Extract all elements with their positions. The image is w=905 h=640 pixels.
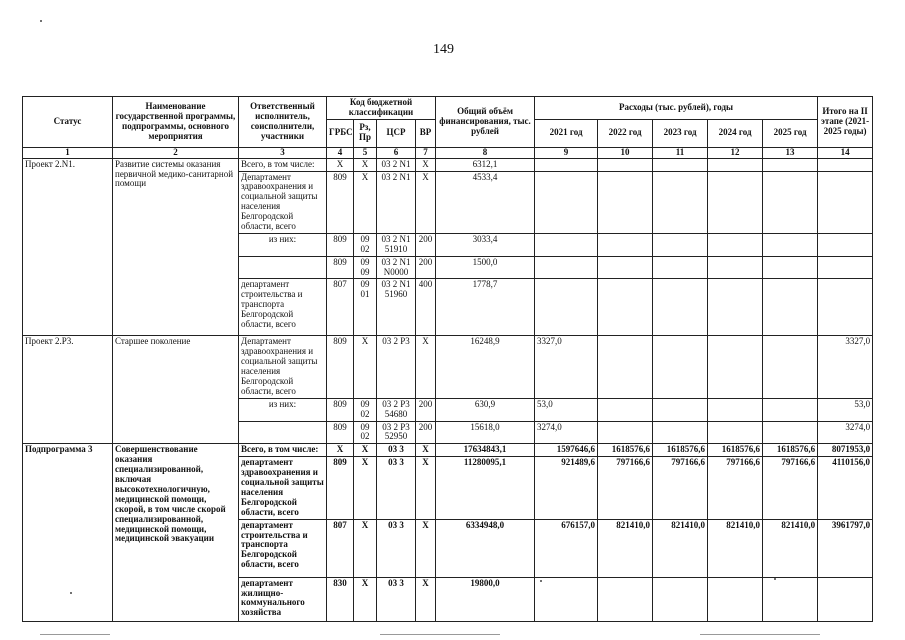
header-grbs: ГРБС	[327, 119, 354, 147]
stage-total-cell	[818, 256, 873, 279]
y2025-cell	[763, 336, 818, 398]
y2021-cell: 921489,6	[535, 457, 598, 519]
rzpr-cell: Х	[354, 577, 377, 621]
y2023-cell	[653, 171, 708, 233]
rzpr-cell: 09 02	[354, 233, 377, 256]
y2025-cell	[763, 233, 818, 256]
header-2024: 2024 год	[708, 119, 763, 147]
y2022-cell	[598, 398, 653, 421]
header-vr: ВР	[416, 119, 436, 147]
csr-cell: 03 2 N1 N0000	[377, 256, 416, 279]
rzpr-cell: 09 01	[354, 279, 377, 336]
grbs-cell: 809	[327, 171, 354, 233]
y2021-cell	[535, 577, 598, 621]
csr-cell: 03 2 N1	[377, 171, 416, 233]
vr-cell: Х	[416, 457, 436, 519]
stage-total-cell: 3327,0	[818, 336, 873, 398]
total-cell: 630,9	[436, 398, 535, 421]
y2023-cell	[653, 577, 708, 621]
vr-cell: Х	[416, 171, 436, 233]
rzpr-cell: Х	[354, 171, 377, 233]
header-2021: 2021 год	[535, 119, 598, 147]
grbs-cell: Х	[327, 444, 354, 457]
total-cell: 4533,4	[436, 171, 535, 233]
scan-speck	[774, 578, 776, 580]
rzpr-cell: Х	[354, 519, 377, 577]
y2022-cell	[598, 233, 653, 256]
total-cell: 3033,4	[436, 233, 535, 256]
executor-cell: из них:	[239, 398, 327, 421]
total-cell: 16248,9	[436, 336, 535, 398]
stage-total-cell: 4110156,0	[818, 457, 873, 519]
grbs-cell: 830	[327, 577, 354, 621]
y2021-cell	[535, 279, 598, 336]
y2021-cell: 3327,0	[535, 336, 598, 398]
csr-cell: 03 2 Р3 52950	[377, 421, 416, 444]
y2025-cell	[763, 421, 818, 444]
program-name-cell: Развитие системы оказания первичной медико-санитарной помощи	[113, 158, 239, 336]
y2023-cell	[653, 336, 708, 398]
csr-cell: 03 3	[377, 519, 416, 577]
rzpr-cell: 09 02	[354, 421, 377, 444]
executor-cell: департамент строительства и транспорта Белгородской области, всего	[239, 279, 327, 336]
total-cell: 17634843,1	[436, 444, 535, 457]
grbs-cell: 809	[327, 421, 354, 444]
y2021-cell: 676157,0	[535, 519, 598, 577]
column-index: 7	[416, 147, 436, 158]
vr-cell: 400	[416, 279, 436, 336]
stage-total-cell	[818, 233, 873, 256]
y2021-cell: 1597646,6	[535, 444, 598, 457]
y2024-cell	[708, 256, 763, 279]
column-index: 4	[327, 147, 354, 158]
stage-total-cell: 53,0	[818, 398, 873, 421]
footer-rule	[700, 634, 820, 635]
grbs-cell: 809	[327, 256, 354, 279]
program-name-cell: Совершенствование оказания специализированной, включая высокотехнологичную, медицинской помощи, скорой, в том числе скорой специализированной, медицинской помощи, медицинской эвакуации	[113, 444, 239, 621]
y2023-cell	[653, 256, 708, 279]
y2025-cell	[763, 398, 818, 421]
executor-cell: Всего, в том числе:	[239, 158, 327, 171]
vr-cell: Х	[416, 577, 436, 621]
y2023-cell	[653, 233, 708, 256]
column-index: 8	[436, 147, 535, 158]
stage-total-cell	[818, 279, 873, 336]
grbs-cell: Х	[327, 158, 354, 171]
vr-cell: 200	[416, 421, 436, 444]
column-index: 6	[377, 147, 416, 158]
y2022-cell	[598, 171, 653, 233]
y2025-cell	[763, 158, 818, 171]
y2023-cell	[653, 279, 708, 336]
total-cell: 11280095,1	[436, 457, 535, 519]
header-2022: 2022 год	[598, 119, 653, 147]
header-csr: ЦСР	[377, 119, 416, 147]
status-cell: Подпрограмма 3	[23, 444, 113, 621]
y2024-cell: 797166,6	[708, 457, 763, 519]
y2021-cell: 53,0	[535, 398, 598, 421]
csr-cell: 03 2 N1 51910	[377, 233, 416, 256]
executor-cell: Департамент здравоохранения и социальной защиты населения Белгородской области, всего	[239, 336, 327, 398]
rzpr-cell: Х	[354, 457, 377, 519]
footer-rule	[40, 634, 110, 635]
csr-cell: 03 3	[377, 577, 416, 621]
column-index: 5	[354, 147, 377, 158]
column-index: 12	[708, 147, 763, 158]
csr-cell: 03 2 Р3	[377, 336, 416, 398]
table-row	[23, 158, 873, 171]
y2024-cell	[708, 577, 763, 621]
column-index: 11	[653, 147, 708, 158]
y2023-cell	[653, 158, 708, 171]
y2022-cell	[598, 158, 653, 171]
stage-total-cell: 8071953,0	[818, 444, 873, 457]
csr-cell: 03 2 N1	[377, 158, 416, 171]
column-index: 10	[598, 147, 653, 158]
rzpr-cell: Х	[354, 158, 377, 171]
y2025-cell: 797166,6	[763, 457, 818, 519]
header-rzpr: Рз, Пр	[354, 119, 377, 147]
column-index: 9	[535, 147, 598, 158]
y2024-cell	[708, 233, 763, 256]
grbs-cell: 809	[327, 398, 354, 421]
total-cell: 19800,0	[436, 577, 535, 621]
column-index: 3	[239, 147, 327, 158]
y2025-cell	[763, 577, 818, 621]
executor-cell: департамент здравоохранения и социальной защиты населения Белгородской области, всего	[239, 457, 327, 519]
total-cell: 1778,7	[436, 279, 535, 336]
scan-speck	[70, 592, 72, 594]
stage-total-cell	[818, 158, 873, 171]
header-executor: Ответственный исполнитель, соисполнители, участники	[239, 97, 327, 148]
y2023-cell	[653, 398, 708, 421]
grbs-cell: 807	[327, 519, 354, 577]
y2021-cell	[535, 233, 598, 256]
executor-cell: департамент жилищно-коммунального хозяйства	[239, 577, 327, 621]
y2024-cell: 1618576,6	[708, 444, 763, 457]
y2025-cell: 1618576,6	[763, 444, 818, 457]
y2024-cell	[708, 171, 763, 233]
stage-total-cell	[818, 171, 873, 233]
y2025-cell	[763, 256, 818, 279]
budget-table	[22, 96, 873, 622]
executor-cell: Департамент здравоохранения и социальной защиты населения Белгородской области, всего	[239, 171, 327, 233]
grbs-cell: 809	[327, 233, 354, 256]
rzpr-cell: 09 09	[354, 256, 377, 279]
y2024-cell	[708, 336, 763, 398]
executor-cell	[239, 256, 327, 279]
status-cell: Проект 2.Р3.	[23, 336, 113, 444]
column-index: 13	[763, 147, 818, 158]
y2023-cell	[653, 421, 708, 444]
csr-cell: 03 3	[377, 444, 416, 457]
y2022-cell	[598, 256, 653, 279]
scan-speck	[540, 580, 542, 582]
y2023-cell: 1618576,6	[653, 444, 708, 457]
stage-total-cell: 3274,0	[818, 421, 873, 444]
total-cell: 15618,0	[436, 421, 535, 444]
header-2023: 2023 год	[653, 119, 708, 147]
y2022-cell	[598, 279, 653, 336]
executor-cell	[239, 421, 327, 444]
total-cell: 6312,1	[436, 158, 535, 171]
grbs-cell: 809	[327, 336, 354, 398]
executor-cell: департамент строительства и транспорта Белгородской области, всего	[239, 519, 327, 577]
header-expenses: Расходы (тыс. рублей), годы	[535, 97, 818, 120]
y2022-cell: 821410,0	[598, 519, 653, 577]
total-cell: 1500,0	[436, 256, 535, 279]
grbs-cell: 809	[327, 457, 354, 519]
y2024-cell	[708, 158, 763, 171]
header-program-name: Наименование государственной программы, подпрограммы, основного мероприятия	[113, 97, 239, 148]
y2024-cell	[708, 279, 763, 336]
scan-speck	[40, 20, 42, 22]
header-2025: 2025 год	[763, 119, 818, 147]
y2022-cell	[598, 421, 653, 444]
stage-total-cell: 3961797,0	[818, 519, 873, 577]
y2021-cell	[535, 171, 598, 233]
vr-cell: 200	[416, 256, 436, 279]
header-total-volume: Общий объём финансирования, тыс. рублей	[436, 97, 535, 148]
y2024-cell	[708, 421, 763, 444]
y2024-cell	[708, 398, 763, 421]
table-row	[23, 444, 873, 457]
table-row	[23, 336, 873, 398]
executor-cell: из них:	[239, 233, 327, 256]
csr-cell: 03 3	[377, 457, 416, 519]
status-cell: Проект 2.N1.	[23, 158, 113, 336]
y2021-cell	[535, 158, 598, 171]
grbs-cell: 807	[327, 279, 354, 336]
vr-cell: Х	[416, 519, 436, 577]
vr-cell: Х	[416, 158, 436, 171]
vr-cell: 200	[416, 398, 436, 421]
header-status: Статус	[23, 97, 113, 148]
y2022-cell: 1618576,6	[598, 444, 653, 457]
y2024-cell: 821410,0	[708, 519, 763, 577]
csr-cell: 03 2 N1 51960	[377, 279, 416, 336]
y2023-cell: 797166,6	[653, 457, 708, 519]
y2025-cell	[763, 279, 818, 336]
vr-cell: Х	[416, 336, 436, 398]
rzpr-cell: Х	[354, 336, 377, 398]
footer-rule	[380, 634, 500, 635]
column-index: 2	[113, 147, 239, 158]
column-index: 14	[818, 147, 873, 158]
header-budget-code: Код бюджетной классификации	[327, 97, 436, 120]
y2022-cell	[598, 336, 653, 398]
rzpr-cell: 09 02	[354, 398, 377, 421]
y2021-cell	[535, 256, 598, 279]
y2022-cell: 797166,6	[598, 457, 653, 519]
stage-total-cell	[818, 577, 873, 621]
total-cell: 6334948,0	[436, 519, 535, 577]
csr-cell: 03 2 Р3 54680	[377, 398, 416, 421]
page-number: 149	[433, 42, 454, 57]
y2021-cell: 3274,0	[535, 421, 598, 444]
column-index: 1	[23, 147, 113, 158]
executor-cell: Всего, в том числе:	[239, 444, 327, 457]
header-stage-total: Итого на II этапе (2021-2025 годы)	[818, 97, 873, 148]
y2022-cell	[598, 577, 653, 621]
vr-cell: Х	[416, 444, 436, 457]
rzpr-cell: Х	[354, 444, 377, 457]
program-name-cell: Старшее поколение	[113, 336, 239, 444]
column-index-row	[23, 147, 873, 158]
y2025-cell: 821410,0	[763, 519, 818, 577]
vr-cell: 200	[416, 233, 436, 256]
y2023-cell: 821410,0	[653, 519, 708, 577]
y2025-cell	[763, 171, 818, 233]
